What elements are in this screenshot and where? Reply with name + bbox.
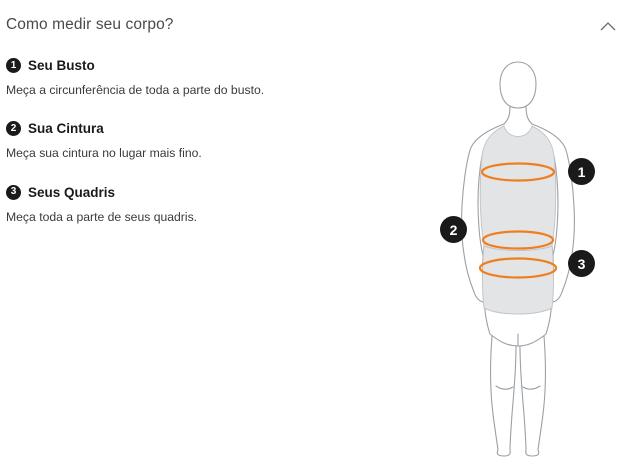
step-header <box>6 121 306 136</box>
step-number-badge: 2 <box>6 121 21 136</box>
page-title: Como medir seu corpo? <box>6 16 174 33</box>
chevron-up-icon[interactable] <box>595 14 621 40</box>
list-item <box>6 121 306 161</box>
step-description: Meça toda a parte de seus quadris. <box>6 209 198 224</box>
body-measurement-diagram <box>400 46 625 458</box>
step-title: Sua Cintura <box>28 121 104 137</box>
step-description: Meça a circunferência de toda a parte do busto. <box>6 83 265 97</box>
step-title: Seus Quadris <box>28 184 116 200</box>
hips-marker: 3 <box>568 250 595 277</box>
step-header <box>6 185 306 200</box>
step-description: Meça sua cintura no lugar mais fino. <box>6 146 202 161</box>
panel-header <box>0 0 631 48</box>
bust-marker: 1 <box>568 158 595 185</box>
waist-marker: 2 <box>440 216 467 243</box>
step-header <box>6 58 306 73</box>
body-figure-illustration <box>400 46 625 458</box>
list-item <box>6 185 306 225</box>
step-number-badge: 3 <box>6 185 21 200</box>
step-number-badge: 1 <box>6 58 21 73</box>
instruction-list <box>6 58 306 248</box>
step-title: Seu Busto <box>28 58 95 73</box>
list-item <box>6 58 306 98</box>
